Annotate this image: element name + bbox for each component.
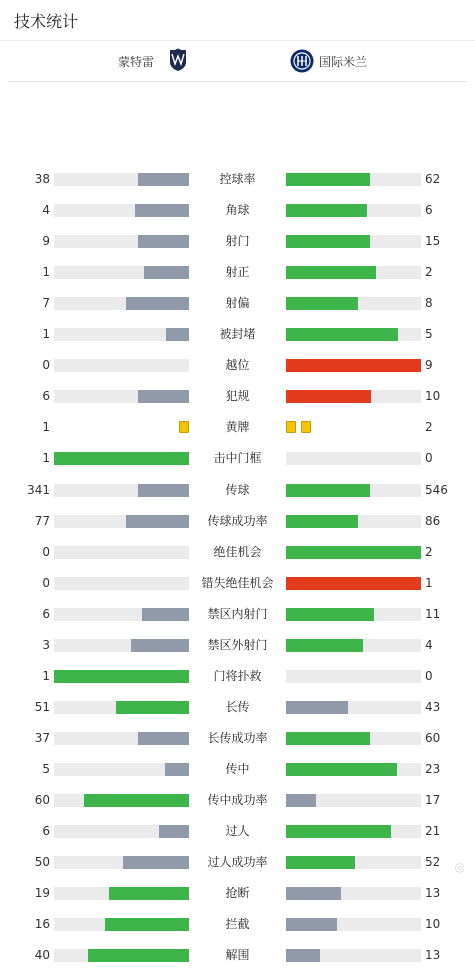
home-value: 1 [42, 412, 50, 443]
page-title: 技术统计 [14, 9, 78, 32]
home-bar-track [54, 639, 189, 652]
home-value: 0 [42, 350, 50, 381]
stat-label: 犯规 [189, 381, 286, 412]
watermark: ◎ [455, 860, 465, 874]
home-value: 38 [35, 164, 50, 195]
home-value: 16 [35, 909, 50, 940]
away-value: 2 [425, 257, 433, 288]
home-bar-track [54, 732, 189, 745]
away-value: 10 [425, 909, 440, 940]
away-bar-fill [286, 390, 371, 403]
away-bar-fill [286, 732, 370, 745]
home-bar-track [54, 204, 189, 217]
stat-row [0, 288, 475, 319]
home-bar-track [54, 949, 189, 962]
stat-label: 传中 [189, 754, 286, 785]
home-value: 37 [35, 723, 50, 754]
home-bar-fill [138, 390, 189, 403]
away-bar-fill [286, 608, 374, 621]
away-bar-fill [286, 515, 358, 528]
home-bar-track [54, 763, 189, 776]
away-bar-track [286, 763, 421, 776]
home-value: 5 [42, 754, 50, 785]
away-bar-fill [286, 825, 391, 838]
stat-label: 过人 [189, 816, 286, 847]
away-value: 11 [425, 599, 440, 630]
home-value: 77 [35, 506, 50, 537]
stat-row [0, 226, 475, 257]
yellow-card-icon [301, 421, 311, 433]
stat-row [0, 257, 475, 288]
stat-label: 禁区内射门 [189, 599, 286, 630]
stat-label: 传球 [189, 475, 286, 506]
away-bar-track [286, 204, 421, 217]
home-bar-track [54, 887, 189, 900]
home-bar-fill [126, 515, 189, 528]
home-bar-track [54, 546, 189, 559]
stat-label: 绝佳机会 [189, 537, 286, 568]
away-value: 43 [425, 692, 440, 723]
home-value: 60 [35, 785, 50, 816]
home-value: 1 [42, 257, 50, 288]
stat-label: 射门 [189, 226, 286, 257]
stat-row [0, 599, 475, 630]
home-value: 1 [42, 443, 50, 474]
away-bar-fill [286, 297, 358, 310]
away-bar-fill [286, 235, 370, 248]
away-value: 2 [425, 412, 433, 443]
stat-row [0, 443, 475, 474]
home-value: 40 [35, 940, 50, 971]
home-bar-track [54, 670, 189, 683]
away-value: 6 [425, 195, 433, 226]
home-bar-fill [166, 328, 189, 341]
stat-row [0, 568, 475, 599]
stat-row [0, 350, 475, 381]
away-bar-track [286, 390, 421, 403]
yellow-card-icon [286, 421, 296, 433]
home-value: 7 [42, 288, 50, 319]
away-value: 2 [425, 537, 433, 568]
away-bar-track [286, 949, 421, 962]
home-bar-fill [123, 856, 189, 869]
home-value: 3 [42, 630, 50, 661]
home-bar-fill [135, 204, 189, 217]
home-value: 4 [42, 195, 50, 226]
away-bar-fill [286, 546, 421, 559]
away-bar-track [286, 484, 421, 497]
away-bar-fill [286, 639, 363, 652]
away-bar-track [286, 918, 421, 931]
home-value: 51 [35, 692, 50, 723]
away-value: 13 [425, 940, 440, 971]
stat-row [0, 847, 475, 878]
home-bar-fill [54, 452, 189, 465]
stat-row [0, 195, 475, 226]
stat-label: 过人成功率 [189, 847, 286, 878]
home-bar-fill [138, 235, 189, 248]
home-value: 1 [42, 319, 50, 350]
home-bar-fill [126, 297, 189, 310]
away-bar-track [286, 328, 421, 341]
away-bar-fill [286, 763, 397, 776]
home-value: 0 [42, 537, 50, 568]
stat-label: 错失绝佳机会 [189, 568, 286, 599]
home-bar-fill [88, 949, 189, 962]
home-bar-fill [138, 173, 189, 186]
away-bar-track [286, 266, 421, 279]
away-bar-track [286, 515, 421, 528]
away-bar-fill [286, 918, 337, 931]
home-value: 6 [42, 599, 50, 630]
stat-row [0, 506, 475, 537]
stat-row [0, 475, 475, 506]
away-bar-track [286, 856, 421, 869]
stat-row [0, 909, 475, 940]
inter-crest-icon[interactable] [290, 49, 314, 73]
home-bar-track [54, 794, 189, 807]
away-value: 21 [425, 816, 440, 847]
away-value: 0 [425, 661, 433, 692]
away-bar-track [286, 546, 421, 559]
stat-row [0, 785, 475, 816]
home-bar-fill [116, 701, 189, 714]
home-value: 6 [42, 816, 50, 847]
away-value: 1 [425, 568, 433, 599]
stat-row [0, 319, 475, 350]
away-bar-fill [286, 856, 355, 869]
away-bar-track [286, 452, 421, 465]
stat-row [0, 754, 475, 785]
home-bar-track [54, 266, 189, 279]
home-bar-fill [138, 732, 189, 745]
away-bar-track [286, 577, 421, 590]
away-bar-track [286, 173, 421, 186]
away-bar-fill [286, 173, 370, 186]
home-bar-track [54, 297, 189, 310]
away-value: 5 [425, 319, 433, 350]
home-bar-track [54, 856, 189, 869]
home-bar-fill [142, 608, 189, 621]
stat-label: 长传 [189, 692, 286, 723]
home-value: 6 [42, 381, 50, 412]
stat-label: 越位 [189, 350, 286, 381]
away-value: 17 [425, 785, 440, 816]
stat-label: 击中门框 [189, 443, 286, 474]
home-bar-fill [138, 484, 189, 497]
stat-row [0, 723, 475, 754]
home-bar-track [54, 608, 189, 621]
teams-header [8, 41, 467, 82]
away-value: 9 [425, 350, 433, 381]
away-bar-fill [286, 949, 320, 962]
home-value: 0 [42, 568, 50, 599]
stat-row [0, 692, 475, 723]
away-bar-track [286, 639, 421, 652]
home-bar-track [54, 825, 189, 838]
home-bar-track [54, 484, 189, 497]
home-bar-fill [54, 670, 189, 683]
home-value: 1 [42, 661, 50, 692]
stat-label: 控球率 [189, 164, 286, 195]
away-team-name[interactable]: 国际米兰 [319, 53, 367, 70]
stat-row [0, 164, 475, 195]
home-value: 9 [42, 226, 50, 257]
home-bar-fill [84, 794, 189, 807]
stat-label: 射偏 [189, 288, 286, 319]
stat-row [0, 537, 475, 568]
stat-row [0, 816, 475, 847]
home-bar-fill [105, 918, 189, 931]
home-bar-track [54, 577, 189, 590]
home-bar-track [54, 918, 189, 931]
away-bar-fill [286, 794, 316, 807]
home-bar-track [54, 359, 189, 372]
away-value: 23 [425, 754, 440, 785]
away-bar-track [286, 608, 421, 621]
stat-label: 角球 [189, 195, 286, 226]
away-bar-track [286, 359, 421, 372]
home-value: 19 [35, 878, 50, 909]
stat-label: 抢断 [189, 878, 286, 909]
away-bar-track [286, 825, 421, 838]
home-bar-track [54, 173, 189, 186]
away-bar-track [286, 670, 421, 683]
away-bar-track [286, 235, 421, 248]
stat-label: 传球成功率 [189, 506, 286, 537]
away-value: 10 [425, 381, 440, 412]
home-bar-track [54, 701, 189, 714]
stat-row [0, 661, 475, 692]
away-bar-fill [286, 484, 370, 497]
home-bar-fill [165, 763, 189, 776]
home-bar-fill [131, 639, 189, 652]
stat-row [0, 630, 475, 661]
away-bar-track [286, 794, 421, 807]
stat-row [0, 940, 475, 971]
home-bar-fill [159, 825, 189, 838]
away-value: 86 [425, 506, 440, 537]
stat-label: 禁区外射门 [189, 630, 286, 661]
away-value: 0 [425, 443, 433, 474]
away-bar-track [286, 732, 421, 745]
home-bar-fill [109, 887, 189, 900]
away-bar-fill [286, 359, 421, 372]
home-bar-track [54, 328, 189, 341]
away-bar-track [286, 701, 421, 714]
stat-label: 传中成功率 [189, 785, 286, 816]
away-bar-fill [286, 887, 341, 900]
home-bar-track [54, 515, 189, 528]
home-bar-fill [144, 266, 189, 279]
stat-row [0, 878, 475, 909]
away-bar-track [286, 887, 421, 900]
away-value: 15 [425, 226, 440, 257]
stat-label: 长传成功率 [189, 723, 286, 754]
yellow-card-icon [179, 421, 189, 433]
away-value: 546 [425, 475, 448, 506]
away-bar-fill [286, 577, 421, 590]
stat-label: 解围 [189, 940, 286, 971]
away-value: 13 [425, 878, 440, 909]
away-value: 8 [425, 288, 433, 319]
home-bar-track [54, 452, 189, 465]
stat-label: 门将扑救 [189, 661, 286, 692]
stat-label: 拦截 [189, 909, 286, 940]
away-bar-track [286, 297, 421, 310]
home-bar-track [54, 390, 189, 403]
stat-label: 射正 [189, 257, 286, 288]
away-value: 60 [425, 723, 440, 754]
away-value: 62 [425, 164, 440, 195]
stat-row [0, 412, 475, 443]
home-value: 50 [35, 847, 50, 878]
stat-row [0, 381, 475, 412]
away-value: 4 [425, 630, 433, 661]
away-bar-fill [286, 204, 367, 217]
home-value: 341 [27, 475, 50, 506]
away-bar-fill [286, 328, 398, 341]
away-value: 52 [425, 847, 440, 878]
stat-label: 被封堵 [189, 319, 286, 350]
home-team-name[interactable]: 蒙特雷 [118, 53, 154, 70]
header [0, 0, 475, 41]
home-bar-track [54, 235, 189, 248]
monterrey-crest-icon[interactable] [168, 48, 188, 72]
away-bar-fill [286, 266, 376, 279]
away-bar-fill [286, 701, 348, 714]
stat-label: 黄牌 [189, 412, 286, 443]
